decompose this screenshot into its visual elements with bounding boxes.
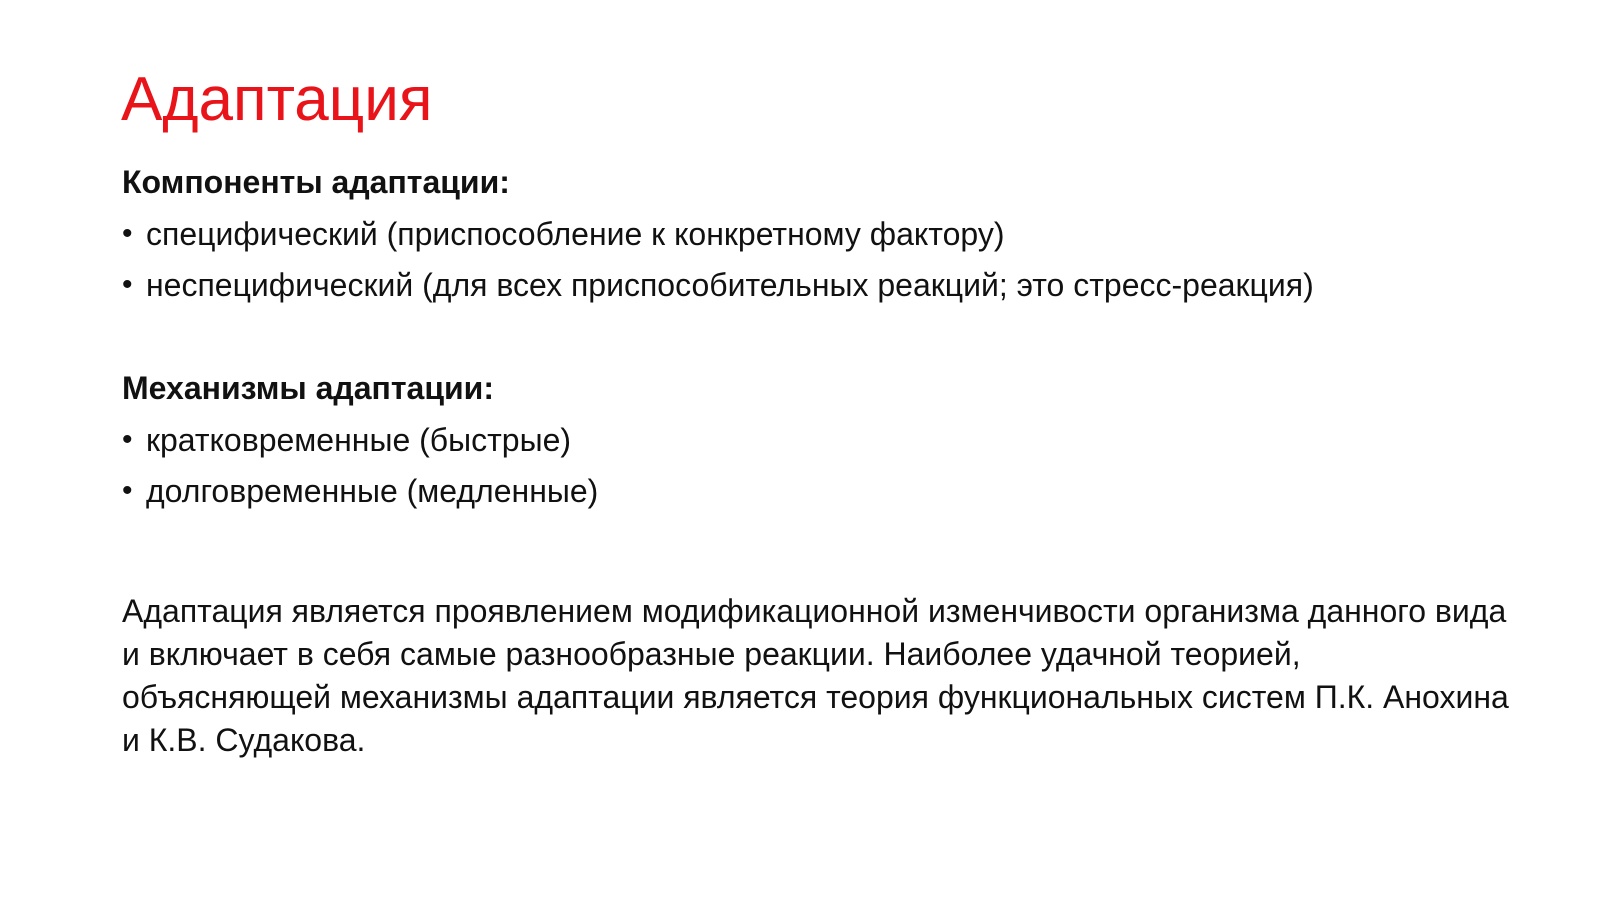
- mechanisms-heading: Механизмы адаптации:: [122, 370, 494, 406]
- bullet-icon: •: [122, 268, 133, 301]
- list-item: [122, 420, 598, 471]
- list-item: [122, 214, 1314, 265]
- components-heading: Компоненты адаптации:: [122, 164, 510, 200]
- bullet-icon: •: [122, 217, 133, 250]
- list-item-text: кратковременные (быстрые): [146, 422, 572, 458]
- list-item-text: долговременные (медленные): [146, 473, 599, 509]
- list-item-text: специфический (приспособление к конкретному фактору): [146, 216, 1005, 252]
- list-item: [122, 265, 1314, 316]
- bullet-icon: •: [122, 423, 133, 456]
- bullet-icon: •: [122, 474, 133, 507]
- list-item-text: неспецифический (для всех приспособительных реакций; это стресс-реакция): [146, 267, 1314, 303]
- list-item: [122, 471, 598, 522]
- mechanisms-list: [122, 420, 598, 522]
- components-list: [122, 214, 1314, 316]
- slide-title: Адаптация: [121, 65, 433, 134]
- description-paragraph: Адаптация является проявлением модификационной изменчивости организма данного вида и включает в себя самые разнообразные реакции. Наиболее удачной теорией, объясняющей механизмы адаптации является теория функциональных систем П.К. Анохина и К.В. Судакова.: [122, 593, 1509, 758]
